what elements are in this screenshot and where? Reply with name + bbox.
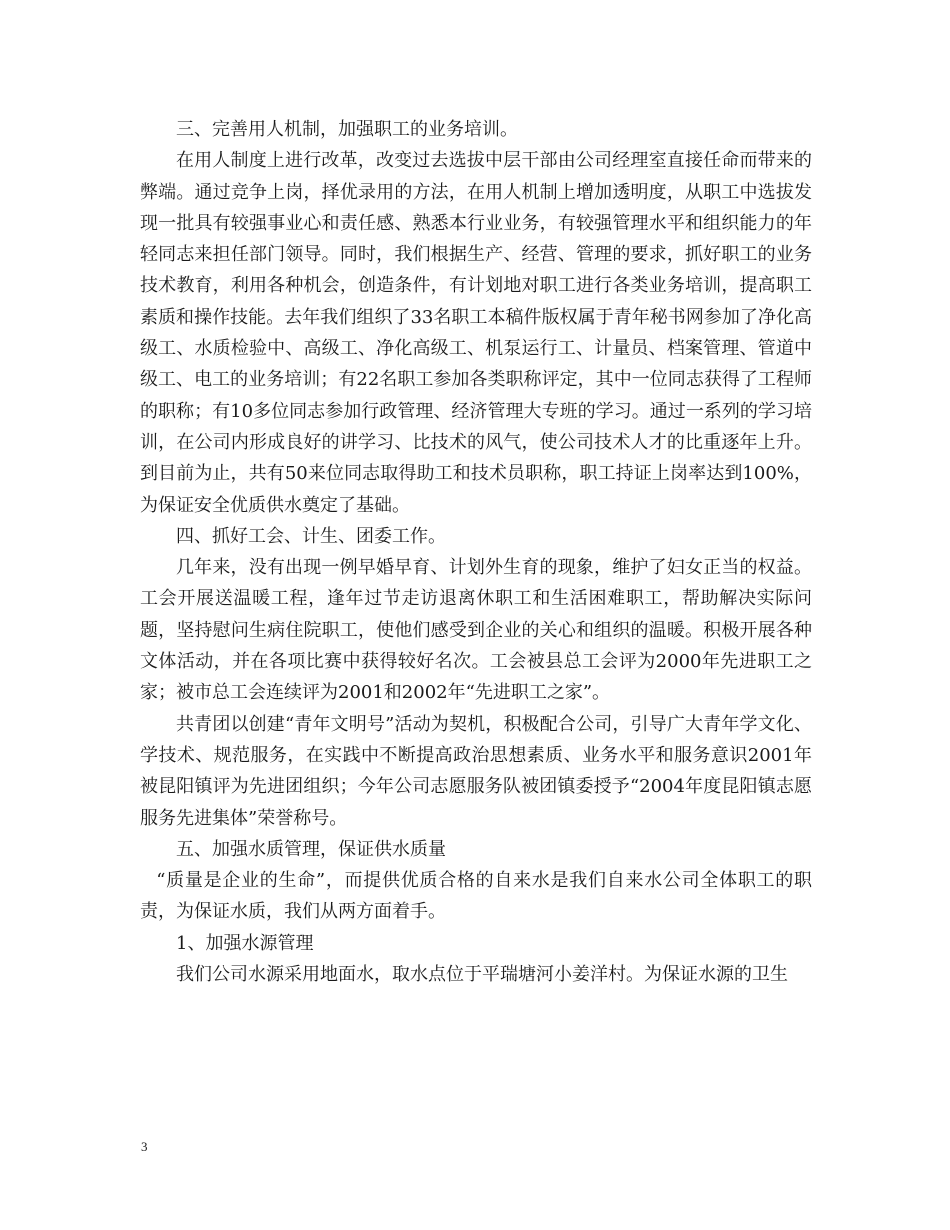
subsection-heading: 1、加强水源管理 <box>176 932 314 954</box>
page-number: 3 <box>141 1139 148 1154</box>
body-paragraph: 我们公司水源采用地面水，取水点位于平瑞塘河小姜洋村。为保证水源的卫生 <box>176 964 788 986</box>
section-heading-5: 五、加强水质管理，保证供水质量 <box>176 838 446 860</box>
document-body <box>140 114 812 990</box>
section-heading-3: 三、完善用人机制，加强职工的业务培训。 <box>176 119 518 140</box>
body-paragraph: 共青团以创建“青年文明号”活动为契机，积极配合公司，引导广大青年学文化、学技术、规范服务，在实践中不断提高政治思想素质、业务水平和服务意识2001年被昆阳镇评为先进团组织；今年公司志愿服务队被团镇委授予“2004年度昆阳镇志愿服务先进集体”荣誉称号。 <box>140 713 812 829</box>
body-paragraph: 几年来，没有出现一例早婚早育、计划外生育的现象，维护了妇女正当的权益。工会开展送温暖工程，逢年过节走访退离休职工和生活困难职工，帮助解决实际问题，坚持慰问生病住院职工，使他们感受到企业的关心和组织的温暖。积极开展各种文体活动，并在各项比赛中获得较好名次。工会被县总工会评为2000年先进职工之家；被市总工会连续评为2001和2002年“先进职工之家”。 <box>140 557 812 704</box>
body-paragraph: “质量是企业的生命”，而提供优质合格的自来水是我们自来水公司全体职工的职责，为保证水质，我们从两方面着手。 <box>140 870 812 923</box>
body-paragraph: 在用人制度上进行改革，改变过去选拔中层干部由公司经理室直接任命而带来的弊端。通过竞争上岗，择优录用的方法，在用人机制上增加透明度，从职工中选拔发现一批具有较强事业心和责任感、熟悉本行业业务，有较强管理水平和组织能力的年轻同志来担任部门领导。同时，我们根据生产、经营、管理的要求，抓好职工的业务技术教育，利用各种机会，创造条件，有计划地对职工进行各类业务培训，提高职工素质和操作技能。去年我们组织了33名职工本稿件版权属于青年秘书网参加了净化高级工、水质检验中、高级工、净化高级工、机泵运行工、计量员、档案管理、管道中级工、电工的业务培训；有22名职工参加各类职称评定，其中一位同志获得了工程师的职称；有10多位同志参加行政管理、经济管理大专班的学习。通过一系列的学习培训，在公司内形成良好的讲学习、比技术的风气，使公司技术人才的比重逐年上升。到目前为止，共有50来位同志取得助工和技术员职称，职工持证上岗率达到100%，为保证安全优质供水奠定了基础。 <box>140 150 812 516</box>
section-heading-4: 四、抓好工会、计生、团委工作。 <box>176 525 446 547</box>
